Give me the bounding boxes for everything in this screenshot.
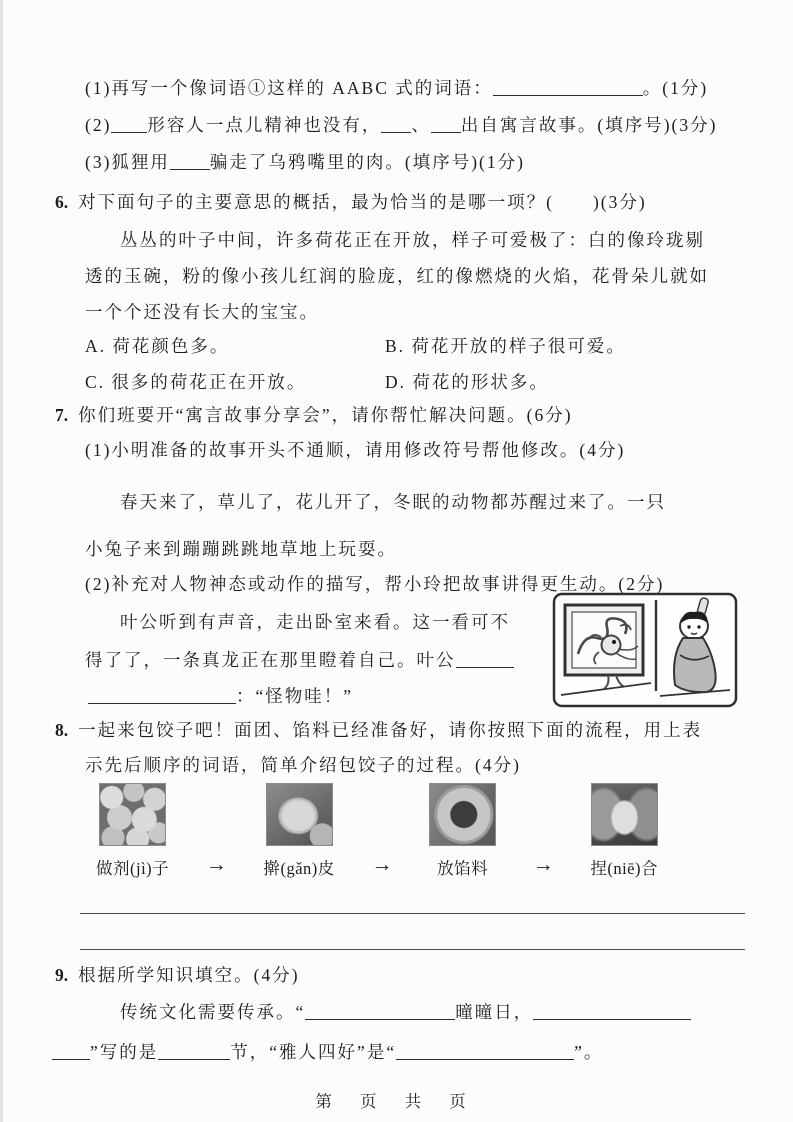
q7-number: 7. — [55, 405, 69, 425]
q5-item2-tail: 出自寓言故事。(填序号)(3分) — [460, 115, 718, 135]
q7-story-line1: 叶公听到有声音，走出卧室来看。这一看可不 — [120, 612, 510, 632]
q9-line1-mid: 曈曈日， — [455, 1002, 534, 1022]
q7-story-line2-text: 得了了，一条真龙正在那里瞪着自己。叶公 — [85, 650, 456, 670]
fill-blank — [158, 1044, 230, 1060]
q7-story-line3-text: ：“怪物哇！” — [236, 686, 354, 706]
q5-item3-tail: 骗走了乌鸦嘴里的肉。(填序号)(1分) — [209, 152, 525, 172]
q6-option-c: C. 很多的荷花正在开放。 — [85, 372, 307, 392]
q6-prompt-line — [55, 190, 647, 214]
q5-item3 — [85, 150, 525, 174]
arrow-icon: → — [371, 852, 393, 876]
q5-item2-text: 形容人一点儿精神也没有， — [147, 115, 382, 135]
q5-item1 — [85, 76, 708, 100]
answer-writing-line — [80, 949, 745, 950]
q8-prompt-line1 — [55, 718, 702, 742]
fill-blank — [111, 117, 147, 133]
q7-sub2: (2)补充对人物神态或动作的描写，帮小玲把故事讲得更生动。(2分) — [85, 574, 665, 594]
roll-wrapper-photo — [266, 783, 333, 846]
q6-prompt: 对下面句子的主要意思的概括，最为恰当的是哪一项？( )(3分) — [78, 192, 647, 212]
pinch-close-photo — [591, 783, 658, 846]
fill-blank — [431, 117, 461, 133]
arrow-icon: → — [205, 852, 227, 876]
fill-blank — [456, 652, 514, 668]
q7-story-line2 — [85, 648, 514, 672]
answer-writing-line — [80, 913, 745, 914]
q6-option-d: D. 荷花的形状多。 — [385, 372, 549, 392]
step-label: 擀(gǎn)皮 — [263, 859, 335, 878]
q7-sub1: (1)小明准备的故事开头不通顺，请用修改符号帮他修改。(4分) — [85, 440, 626, 460]
step-roll-wrapper — [263, 783, 334, 879]
step-label: 捏(niē)合 — [590, 859, 658, 878]
arrow-icon: → — [532, 852, 554, 876]
fill-blank — [396, 1044, 574, 1060]
step-add-filling — [429, 783, 496, 879]
fill-blank — [305, 1004, 455, 1020]
q7-draft-line1: 春天来了，草儿了，花儿开了，冬眠的动物都苏醒过来了。一只 — [120, 492, 666, 512]
fill-blank — [533, 1004, 691, 1020]
q9-prompt: 根据所学知识填空。(4分) — [78, 965, 300, 985]
yegong-dragon-illustration — [552, 592, 738, 708]
q6-number: 6. — [55, 192, 69, 212]
step-label: 放馅料 — [437, 859, 489, 878]
q8-prompt-line2: 示先后顺序的词语，简单介绍包饺子的过程。(4分) — [85, 755, 521, 775]
step-pinch-close — [590, 783, 658, 879]
q9-fill-line1 — [120, 1000, 691, 1024]
q5-item1-tail: 。(1分) — [642, 78, 709, 98]
q9-line2-seg1: ”写的是 — [90, 1042, 159, 1062]
q5-item2 — [85, 113, 717, 137]
fill-blank — [52, 1044, 90, 1060]
fill-blank — [493, 80, 643, 96]
fill-blank — [88, 688, 236, 704]
q6-passage-line3: 一个个还没有长大的宝宝。 — [85, 302, 319, 322]
q6-passage-line1: 丛丛的叶子中间，许多荷花正在开放，样子可爱极了：白的像玲珑剔 — [120, 230, 705, 250]
q9-number: 9. — [55, 965, 69, 985]
q6-option-a: A. 荷花颜色多。 — [85, 336, 230, 356]
q7-draft-line2: 小兔子来到蹦蹦跳跳地草地上玩耍。 — [85, 539, 397, 559]
q9-fill-line2 — [52, 1040, 603, 1064]
q5-item2-num: (2) — [85, 115, 112, 135]
q7-prompt: 你们班要开“寓言故事分享会”，请你帮忙解决问题。(6分) — [78, 405, 573, 425]
scan-edge-shadow — [0, 0, 3, 1122]
q9-line1-text: 传统文化需要传承。“ — [120, 1002, 306, 1022]
dumpling-steps-flow — [96, 783, 658, 879]
q9-line2-seg3: ”。 — [574, 1042, 604, 1062]
dough-pieces-photo — [99, 783, 166, 846]
q9-line2-seg2: 节，“雅人四好”是“ — [230, 1042, 397, 1062]
q7-story-line3 — [88, 684, 353, 708]
yegong-dragon-drawing — [552, 592, 738, 708]
step-make-dough-pieces — [96, 783, 169, 879]
q7-prompt-line — [55, 403, 573, 427]
q9-prompt-line — [55, 963, 300, 987]
fill-blank — [381, 117, 411, 133]
add-filling-photo — [429, 783, 496, 846]
q8-number: 8. — [55, 720, 69, 740]
q5-item3-text: (3)狐狸用 — [85, 152, 170, 172]
q5-item1-text: (1)再写一个像词语①这样的 AABC 式的词语： — [85, 78, 493, 98]
q5-item2-comma: 、 — [411, 115, 431, 135]
page-footer: 第 页 共 页 — [315, 1092, 478, 1111]
step-label: 做剂(jì)子 — [96, 859, 170, 878]
q6-passage-line2: 透的玉碗，粉的像小孩儿红润的脸庞，红的像燃烧的火焰，花骨朵儿就如 — [85, 266, 709, 286]
fill-blank — [170, 154, 210, 170]
q8-prompt1: 一起来包饺子吧！面团、馅料已经准备好，请你按照下面的流程，用上表 — [78, 720, 703, 740]
q6-option-b: B. 荷花开放的样子很可爱。 — [385, 336, 626, 356]
